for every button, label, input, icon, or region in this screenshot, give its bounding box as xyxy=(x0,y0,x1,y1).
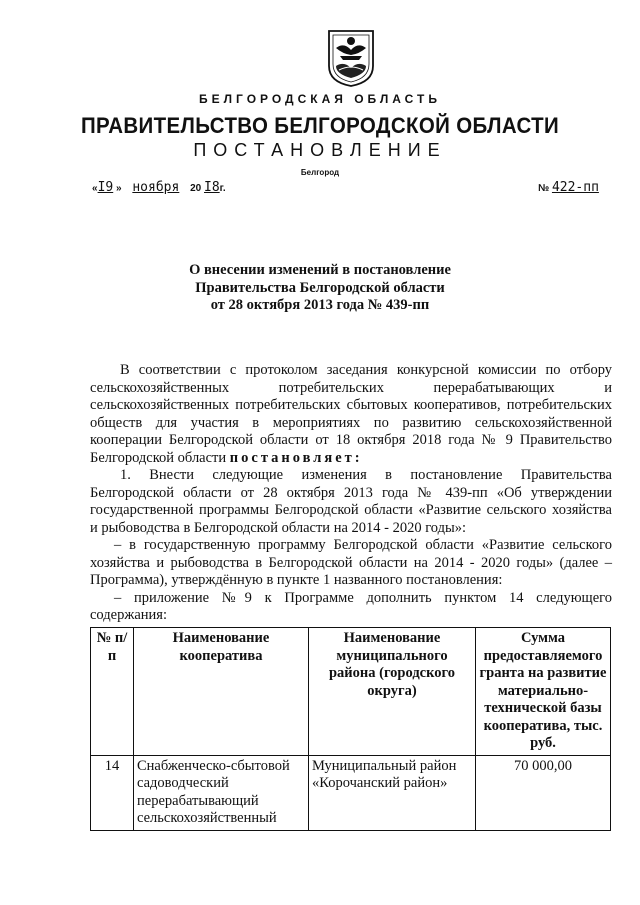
body-line: и рыбоводства в Белгородской области на 2014 - 2020 годы»: xyxy=(90,519,467,536)
date-day: I9 xyxy=(97,180,114,195)
cell-district: Муниципальный район «Корочанский район» xyxy=(309,755,476,830)
column-header-cooperative: Наименование кооператива xyxy=(134,628,309,756)
body-line: кооперации Белгородской области от 18 октября 2018 года № 9 Правительство xyxy=(90,432,612,448)
column-header-grant-amount: Сумма предоставляемого гранта на развитие материально-технической базы кооператива, тыс. руб. xyxy=(476,628,611,756)
table-row xyxy=(91,755,611,830)
body-line: – приложение №9 к Программе дополнить пунктом 14 следующего xyxy=(114,589,612,606)
body-line: – в государственную программу Белгородской области «Развитие сельского xyxy=(114,537,612,553)
body-line: государственной программы Белгородской области «Развитие сельского хозяйства xyxy=(90,502,612,518)
resolves-keyword: постановляет: xyxy=(229,449,363,466)
cell-cooperative: Снабженческо-сбытовой садоводческий перерабатывающий сельскохозяйственный xyxy=(134,755,309,830)
date-quote-close: » xyxy=(116,183,122,194)
body-line: сельскохозяйственных потребительских сбытовых кооперативов, потребительских xyxy=(90,397,612,413)
number-label: № xyxy=(538,183,550,194)
date-quote-open: « xyxy=(92,183,98,194)
date-year-prefix: 20 xyxy=(190,183,202,194)
coat-of-arms-emblem xyxy=(326,28,376,88)
document-number xyxy=(538,180,599,195)
region-name: БЕЛГОРОДСКАЯ ОБЛАСТЬ xyxy=(199,92,441,106)
city-name: Белгород xyxy=(300,168,340,177)
title-line-2: Правительства Белгородской области xyxy=(195,279,445,296)
cell-amount: 70 000,00 xyxy=(476,755,611,830)
cell-number: 14 xyxy=(91,755,134,830)
date-year-suffix: I8 xyxy=(204,180,220,195)
table-header-row xyxy=(91,628,611,756)
government-name: ПРАВИТЕЛЬСТВО БЕЛГОРОДСКОЙ ОБЛАСТИ xyxy=(80,113,560,138)
body-line: содержания: xyxy=(90,607,168,623)
document-date xyxy=(92,180,226,195)
body-line: Программа), утверждённую в пункте 1 названного постановления: xyxy=(90,572,503,588)
date-year-mark: г. xyxy=(219,183,226,194)
column-header-district: Наименование муниципального района (городского округа) xyxy=(309,628,476,756)
column-header-number: № п/п xyxy=(91,628,134,756)
document-title xyxy=(0,262,640,315)
body-line: обществ для участия в мероприятиях по развитию сельскохозяйственной xyxy=(90,414,612,431)
title-line-3: от 28 октября 2013 года № 439-пп xyxy=(210,297,430,313)
number-value: 422-пп xyxy=(551,180,599,195)
date-month: ноября xyxy=(132,180,180,195)
body-line xyxy=(90,450,612,468)
document-body xyxy=(90,362,612,625)
title-line-1: О внесении изменений в постановление xyxy=(189,262,451,278)
body-line: Белгородской области от 28 октября 2013 года № 439-пп «Об утверждении xyxy=(90,484,612,501)
body-line: 1. Внести следующие изменения в постановление Правительства xyxy=(120,467,612,483)
body-line: хозяйства и рыбоводства в Белгородской области на 2014 - 2020 годы» (далее – xyxy=(90,554,612,571)
document-type: ПОСТАНОВЛЕНИЕ xyxy=(193,140,447,160)
body-text: Белгородской области xyxy=(90,449,227,466)
body-line: В соответствии с протоколом заседания конкурсной комиссии по отбору xyxy=(120,362,612,378)
grant-table xyxy=(90,627,611,831)
body-line: сельскохозяйственных потребительских перерабатывающих и xyxy=(90,379,612,396)
